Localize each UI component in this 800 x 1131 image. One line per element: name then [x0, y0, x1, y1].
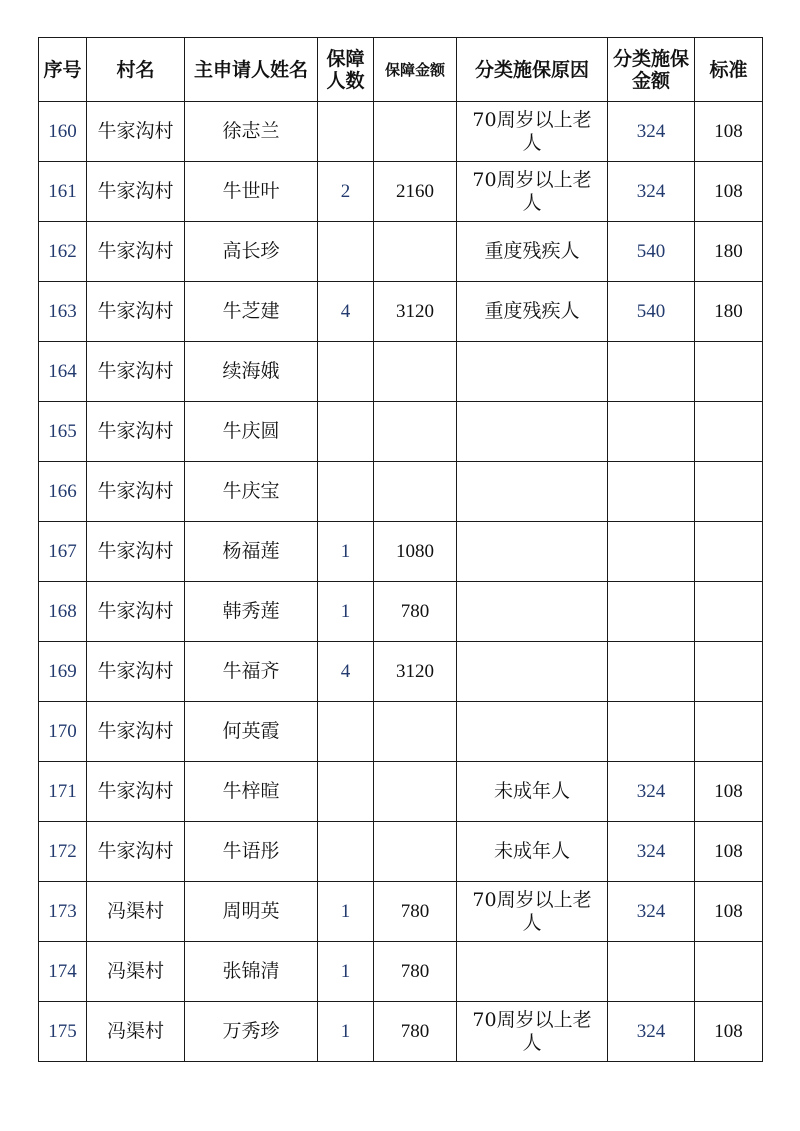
cell-seq: 171 — [39, 762, 87, 822]
cell-seq: 160 — [39, 102, 87, 162]
cell-count: 2 — [318, 162, 374, 222]
cell-reason: 70周岁以上老人 — [457, 1002, 608, 1062]
cell-count: 1 — [318, 942, 374, 1002]
cell-class-amount: 324 — [608, 102, 695, 162]
cell-reason — [457, 582, 608, 642]
cell-class-amount — [608, 402, 695, 462]
table-row — [39, 822, 763, 882]
cell-reason: 重度残疾人 — [457, 282, 608, 342]
cell-village: 牛家沟村 — [87, 822, 185, 882]
cell-applicant-name: 何英霞 — [185, 702, 318, 762]
cell-village: 冯渠村 — [87, 882, 185, 942]
cell-seq: 165 — [39, 402, 87, 462]
cell-village: 牛家沟村 — [87, 162, 185, 222]
table-row — [39, 942, 763, 1002]
cell-village: 牛家沟村 — [87, 282, 185, 342]
cell-class-amount — [608, 462, 695, 522]
cell-count — [318, 762, 374, 822]
cell-amount: 2160 — [374, 162, 457, 222]
cell-standard — [695, 342, 763, 402]
cell-reason — [457, 462, 608, 522]
cell-amount — [374, 402, 457, 462]
cell-village: 牛家沟村 — [87, 342, 185, 402]
cell-reason: 未成年人 — [457, 822, 608, 882]
cell-village: 牛家沟村 — [87, 222, 185, 282]
cell-reason: 重度残疾人 — [457, 222, 608, 282]
relief-table — [38, 37, 763, 1062]
table-row — [39, 882, 763, 942]
cell-applicant-name: 万秀珍 — [185, 1002, 318, 1062]
cell-applicant-name: 徐志兰 — [185, 102, 318, 162]
cell-class-amount: 324 — [608, 882, 695, 942]
cell-applicant-name: 高长珍 — [185, 222, 318, 282]
header-row — [39, 38, 763, 102]
cell-class-amount: 324 — [608, 822, 695, 882]
cell-applicant-name: 牛世叶 — [185, 162, 318, 222]
cell-amount — [374, 102, 457, 162]
cell-seq: 163 — [39, 282, 87, 342]
cell-count: 1 — [318, 582, 374, 642]
cell-village: 冯渠村 — [87, 942, 185, 1002]
cell-seq: 173 — [39, 882, 87, 942]
cell-count — [318, 102, 374, 162]
table-row — [39, 762, 763, 822]
header-seq: 序号 — [39, 38, 87, 102]
cell-standard: 180 — [695, 222, 763, 282]
table-row — [39, 162, 763, 222]
cell-standard: 180 — [695, 282, 763, 342]
header-count: 保障人数 — [318, 38, 374, 102]
cell-count: 1 — [318, 1002, 374, 1062]
header-reason: 分类施保原因 — [457, 38, 608, 102]
cell-amount: 780 — [374, 882, 457, 942]
cell-amount — [374, 342, 457, 402]
cell-amount: 3120 — [374, 642, 457, 702]
cell-seq: 172 — [39, 822, 87, 882]
cell-standard: 108 — [695, 102, 763, 162]
cell-standard: 108 — [695, 822, 763, 882]
cell-seq: 169 — [39, 642, 87, 702]
cell-reason — [457, 702, 608, 762]
cell-count — [318, 462, 374, 522]
cell-amount — [374, 462, 457, 522]
cell-applicant-name: 牛庆宝 — [185, 462, 318, 522]
cell-village: 牛家沟村 — [87, 642, 185, 702]
cell-class-amount: 540 — [608, 222, 695, 282]
table-row — [39, 282, 763, 342]
cell-reason: 70周岁以上老人 — [457, 882, 608, 942]
cell-reason — [457, 522, 608, 582]
cell-seq: 170 — [39, 702, 87, 762]
cell-applicant-name: 牛庆圆 — [185, 402, 318, 462]
cell-reason — [457, 642, 608, 702]
cell-seq: 168 — [39, 582, 87, 642]
cell-reason: 未成年人 — [457, 762, 608, 822]
cell-count — [318, 822, 374, 882]
header-amount: 保障金额 — [374, 38, 457, 102]
cell-reason: 70周岁以上老人 — [457, 162, 608, 222]
cell-standard: 108 — [695, 762, 763, 822]
cell-class-amount — [608, 942, 695, 1002]
header-applicant: 主申请人姓名 — [185, 38, 318, 102]
cell-amount: 780 — [374, 1002, 457, 1062]
cell-amount — [374, 762, 457, 822]
table-row — [39, 642, 763, 702]
cell-standard: 108 — [695, 1002, 763, 1062]
header-standard: 标准 — [695, 38, 763, 102]
cell-applicant-name: 牛芝建 — [185, 282, 318, 342]
cell-village: 牛家沟村 — [87, 582, 185, 642]
table-row — [39, 222, 763, 282]
cell-village: 牛家沟村 — [87, 762, 185, 822]
cell-village: 冯渠村 — [87, 1002, 185, 1062]
cell-applicant-name: 张锦清 — [185, 942, 318, 1002]
cell-amount — [374, 822, 457, 882]
cell-class-amount — [608, 582, 695, 642]
cell-class-amount: 324 — [608, 762, 695, 822]
cell-standard — [695, 522, 763, 582]
cell-seq: 174 — [39, 942, 87, 1002]
cell-seq: 161 — [39, 162, 87, 222]
cell-applicant-name: 韩秀莲 — [185, 582, 318, 642]
cell-standard: 108 — [695, 882, 763, 942]
table-row — [39, 102, 763, 162]
cell-village: 牛家沟村 — [87, 462, 185, 522]
cell-reason — [457, 942, 608, 1002]
table-row — [39, 582, 763, 642]
cell-seq: 164 — [39, 342, 87, 402]
cell-applicant-name: 牛语彤 — [185, 822, 318, 882]
cell-village: 牛家沟村 — [87, 102, 185, 162]
table-row — [39, 522, 763, 582]
cell-seq: 166 — [39, 462, 87, 522]
cell-count — [318, 402, 374, 462]
cell-count: 1 — [318, 522, 374, 582]
cell-seq: 167 — [39, 522, 87, 582]
cell-amount — [374, 702, 457, 762]
cell-village: 牛家沟村 — [87, 702, 185, 762]
cell-village: 牛家沟村 — [87, 522, 185, 582]
cell-amount: 3120 — [374, 282, 457, 342]
cell-standard — [695, 582, 763, 642]
cell-standard — [695, 942, 763, 1002]
cell-class-amount — [608, 342, 695, 402]
cell-class-amount: 324 — [608, 162, 695, 222]
table-row — [39, 402, 763, 462]
cell-reason: 70周岁以上老人 — [457, 102, 608, 162]
header-class-amount: 分类施保金额 — [608, 38, 695, 102]
cell-applicant-name: 杨福莲 — [185, 522, 318, 582]
cell-seq: 162 — [39, 222, 87, 282]
cell-standard — [695, 462, 763, 522]
cell-class-amount: 540 — [608, 282, 695, 342]
cell-class-amount: 324 — [608, 1002, 695, 1062]
cell-count: 1 — [318, 882, 374, 942]
cell-class-amount — [608, 522, 695, 582]
cell-amount: 780 — [374, 942, 457, 1002]
cell-count: 4 — [318, 642, 374, 702]
cell-standard: 108 — [695, 162, 763, 222]
cell-standard — [695, 642, 763, 702]
cell-applicant-name: 周明英 — [185, 882, 318, 942]
header-village: 村名 — [87, 38, 185, 102]
cell-applicant-name: 续海娥 — [185, 342, 318, 402]
cell-reason — [457, 342, 608, 402]
cell-count: 4 — [318, 282, 374, 342]
cell-count — [318, 222, 374, 282]
cell-count — [318, 702, 374, 762]
cell-amount: 1080 — [374, 522, 457, 582]
cell-amount — [374, 222, 457, 282]
cell-applicant-name: 牛福齐 — [185, 642, 318, 702]
cell-village: 牛家沟村 — [87, 402, 185, 462]
cell-class-amount — [608, 702, 695, 762]
cell-applicant-name: 牛梓暄 — [185, 762, 318, 822]
cell-seq: 175 — [39, 1002, 87, 1062]
cell-amount: 780 — [374, 582, 457, 642]
cell-class-amount — [608, 642, 695, 702]
table-row — [39, 342, 763, 402]
cell-standard — [695, 402, 763, 462]
table-row — [39, 462, 763, 522]
table-row — [39, 702, 763, 762]
cell-reason — [457, 402, 608, 462]
cell-count — [318, 342, 374, 402]
cell-standard — [695, 702, 763, 762]
table-row — [39, 1002, 763, 1062]
